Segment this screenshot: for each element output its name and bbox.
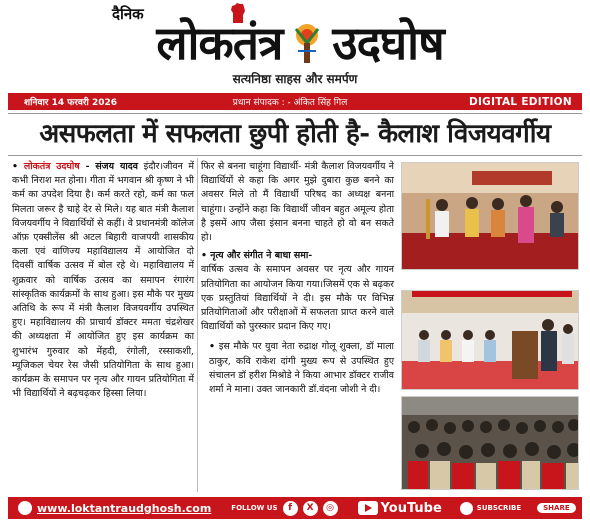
event-photo-1 <box>401 162 579 270</box>
subscribe-button[interactable] <box>460 502 521 515</box>
subscribe-label: SUBSCRIBE <box>476 504 522 512</box>
bullet-icon: • <box>209 341 219 353</box>
instagram-icon[interactable]: ◎ <box>323 501 338 516</box>
youtube-play-icon <box>358 501 378 515</box>
article-column-2 <box>201 160 394 397</box>
issue-date: शनिवार 14 फरवरी 2026 <box>24 98 118 108</box>
website-link[interactable]: www.loktantraudghosh.com <box>37 501 212 515</box>
masthead-title <box>110 14 490 72</box>
subhead: नृत्य और संगीत ने बाधा समा- <box>210 250 313 262</box>
share-button[interactable] <box>537 503 576 513</box>
article-column-1 <box>12 160 194 401</box>
x-icon[interactable]: X <box>303 501 318 516</box>
article-para-3: इस मौके पर युवा नेता रुद्राक्ष गोलू शुक्ला, डॉ माला ठाकुर, कवि राकेश दांगी मुख्य रूप से उपस्थित हुए संचालन डॉ हरीश मिश्रोडे ने किया आभार डॉक्टर राजीव शर्मा ने माना। उक्त जानकारी डॉ.वंदना जोशी ने दी। <box>209 341 394 396</box>
byline-author: - संजय यादव <box>79 161 138 172</box>
event-photo-3 <box>401 396 579 490</box>
article-body-1: इंदौर।जीवन में कभी निराश मत होना। गीता में भगवान श्री कृष्ण ने भी कर्म का उपदेश दिया है। कर्म करते रहो, कर्म का फल मिलता जरूर है चाहे देर से मिले। यह बात मंत्री कैलाश विजयवर्गीय ने विद्यार्थियों से कहीं। वे प्रधानमंत्री कॉलेज ऑफ़ एक्सीलेंस श्री अटल बिहारी वाजपयी शासकीय कला एवं वाणिज्य महाविद्यालय में आयोजित दो दिवसीं वार्षिक उत्सव में बोल रहे थे। महाविद्यालय में शुक्रवार को वार्षिक उत्सव का समापन रंगारंग सांस्कृतिक कार्यक्रमों के साथ हुआ। इस मौके पर मुख्य अतिथि के रूप में मंत्री कैलाश विजयवर्गीय उपस्थित हुए। महाविद्यालय की प्राचार्य डॉक्टर ममता चंद्रशेखर की अध्यक्षता में आयोजित हुए इस कार्यक्रम का शुभारंभ गुरुवार को मेंहदी, रंगोली, रस्साकशी, म्यूजिकल चेयर रेस जैसी प्रतियोगिता के साथ हुआ। कार्यक्रम के समापन पर नृत्य और गायन प्रतियोगिता में भी विद्यार्थियों ने बढ़चढ़कर हिस्सा लिया। <box>12 161 194 400</box>
event-photo-2 <box>401 290 579 390</box>
masthead-title-right: उदघोष <box>332 16 444 70</box>
info-strip <box>8 93 582 110</box>
headline-rule-bottom <box>8 155 582 156</box>
subhead-block <box>201 249 394 263</box>
article-para-3-block <box>201 340 394 397</box>
masthead-title-left: लोकतंत्र <box>156 16 283 70</box>
byline-publication: लोकतंत्र उदघोष <box>23 161 80 172</box>
column-divider <box>197 158 198 492</box>
globe-icon <box>18 501 32 515</box>
share-label: SHARE <box>537 503 576 513</box>
torch-emblem-icon <box>288 21 326 65</box>
masthead <box>0 0 590 92</box>
bullet-icon: • <box>12 161 24 172</box>
article-para-1: फिर से बनना चाहूंगा विद्यार्थी- मंत्री कैलाश विजयवर्गीय ने विद्यार्थियों से कहा कि अगर मुझे दुबारा कुछ बनने का अवसर मिले तो मैं विद्यार्थी परिषद का अध्यक्ष बनना चाहूंगा। उन्होंने कहा कि विद्यार्थी जीवन बहुत अमूल्य होता है इसमें आप जैसा इंसान बनना चाहते हो वो बन सकते हो। <box>201 161 394 244</box>
article-para-2: वार्षिक उत्सव के समापन अवसर पर नृत्य और गायन प्रतियोगिता का आयोजन किया गया।जिसमें एक से बढ़कर एक प्रस्तुतियां विद्यार्थियों ने दी। इस मौके पर विभिन्न प्रतियोगिताओं और परीक्षाओं में सफलता प्राप्त करने वाले विद्यार्थियों को पुरस्कार प्रदान किए गए। <box>201 264 394 333</box>
headline: असफलता में सफलता छुपी होती है- कैलाश विजयवर्गीय <box>39 119 551 149</box>
bullet-icon: • <box>201 250 211 262</box>
event-photo-2-image <box>402 291 579 390</box>
facebook-icon[interactable]: f <box>283 501 298 516</box>
edition-label: DIGITAL EDITION <box>468 95 572 108</box>
follow-us-label: FOLLOW US <box>231 504 278 512</box>
masthead-tagline: सत्यनिष्ठा साहस और समर्पण <box>232 72 358 86</box>
footer-bar <box>8 497 582 519</box>
youtube-label: YouTube <box>380 500 442 516</box>
event-photo-1-image <box>402 163 579 270</box>
event-photo-3-image <box>402 397 579 490</box>
youtube-link[interactable] <box>358 501 442 516</box>
subscribe-icon <box>460 502 473 515</box>
chief-editor: प्रधान संपादक : - अंकित सिंह गिल <box>232 98 348 108</box>
masthead-small-word: दैनिक <box>112 5 144 23</box>
